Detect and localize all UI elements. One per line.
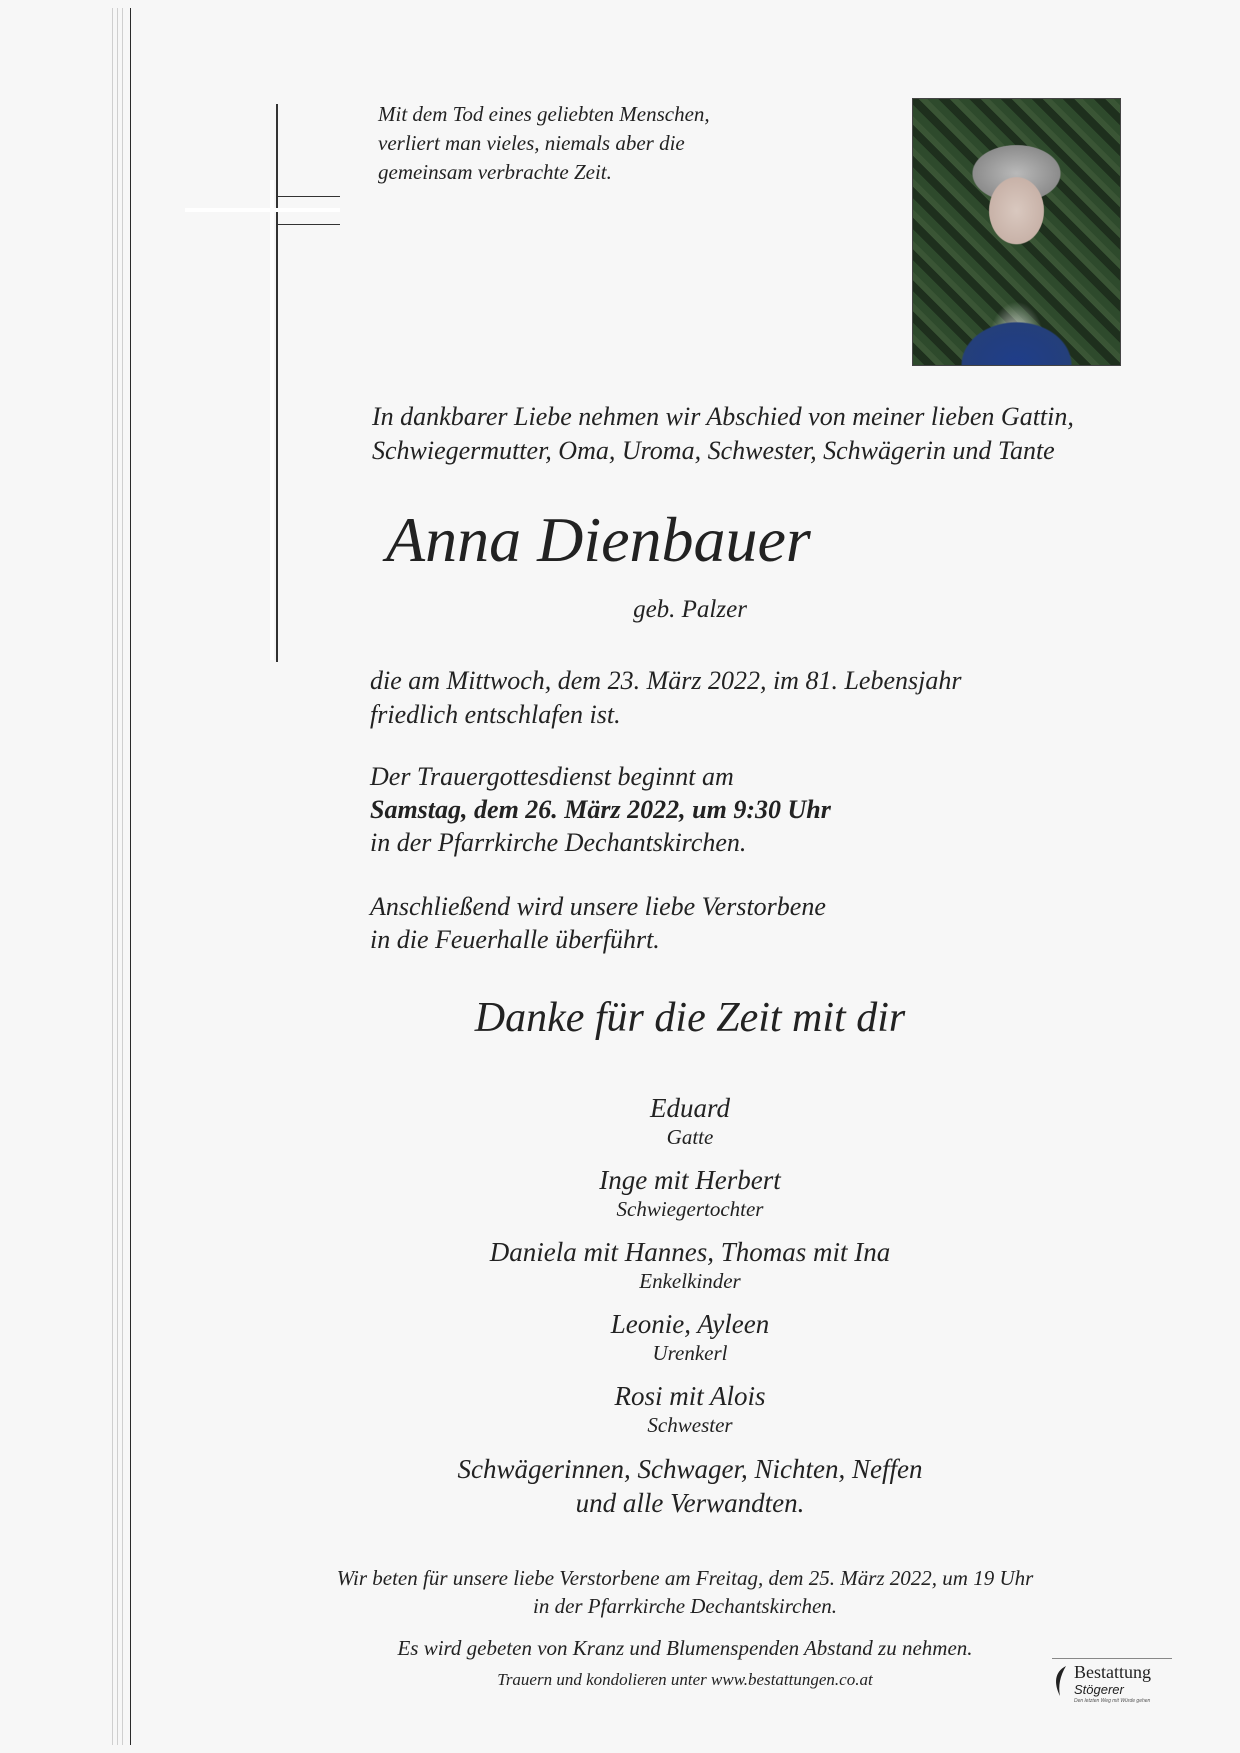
prayer-line: in der Pfarrkirche Dechantskirchen.	[532, 1594, 838, 1618]
family-role: Urenkerl	[652, 1341, 728, 1365]
family-entry	[140, 1308, 1240, 1366]
thanks-heading: Danke für die Zeit mit dir	[474, 995, 906, 1041]
logo-line-1: Bestattung	[1074, 1662, 1151, 1682]
family-role: Enkelkinder	[639, 1269, 741, 1293]
feather-icon	[1052, 1664, 1070, 1698]
family-name: Inge mit Herbert	[599, 1165, 781, 1195]
family-name: Eduard	[650, 1093, 730, 1123]
transfer-line: in die Feuerhalle überführt.	[370, 925, 660, 954]
condolence-link[interactable]: Trauern und kondolieren unter www.bestattungen.co.at	[497, 1670, 873, 1689]
family-list	[0, 1092, 1240, 1520]
quote-line: gemeinsam verbrachte Zeit.	[378, 160, 612, 184]
deceased-name: Anna Dienbauer	[386, 504, 811, 575]
death-line: friedlich entschlafen ist.	[370, 700, 621, 729]
family-entry	[140, 1092, 1240, 1150]
funeral-service	[370, 760, 1130, 859]
portrait-photo	[912, 98, 1121, 366]
maiden-name: geb. Palzer	[633, 596, 747, 623]
relatives-line: und alle Verwandten.	[575, 1488, 805, 1518]
family-name: Rosi mit Alois	[614, 1381, 766, 1411]
family-name: Leonie, Ayleen	[610, 1309, 770, 1339]
funeral-home-logo	[1052, 1658, 1182, 1710]
memorial-quote	[378, 100, 798, 187]
service-line: Der Trauergottesdienst beginnt am	[370, 762, 734, 791]
death-line: die am Mittwoch, dem 23. März 2022, im 81. Lebensjahr	[370, 666, 962, 695]
service-location: in der Pfarrkirche Dechantskirchen.	[370, 828, 747, 857]
intro-line: Schwiegermutter, Oma, Uroma, Schwester, Schwägerin und Tante	[372, 436, 1055, 465]
wreath-notice: Es wird gebeten von Kranz und Blumenspenden Abstand zu nehmen.	[397, 1636, 973, 1660]
family-entry	[140, 1380, 1240, 1438]
service-date: Samstag, dem 26. März 2022, um 9:30 Uhr	[370, 795, 831, 824]
logo-tagline: Den letzten Weg mit Würde gehen	[1074, 1698, 1151, 1704]
prayer-line: Wir beten für unsere liebe Verstorbene am Freitag, dem 25. März 2022, um 19 Uhr	[336, 1566, 1034, 1590]
family-role: Schwester	[647, 1413, 733, 1437]
intro-text	[372, 400, 1192, 468]
relatives-line: Schwägerinnen, Schwager, Nichten, Neffen	[457, 1454, 923, 1484]
family-name: Daniela mit Hannes, Thomas mit Ina	[489, 1237, 891, 1267]
family-role: Schwiegertochter	[616, 1197, 764, 1221]
quote-line: verliert man vieles, niemals aber die	[378, 131, 685, 155]
family-entry	[140, 1164, 1240, 1222]
transfer-line: Anschließend wird unsere liebe Verstorbene	[370, 892, 826, 921]
death-notice	[370, 664, 1130, 732]
family-entry	[140, 1236, 1240, 1294]
family-role: Gatte	[666, 1125, 714, 1149]
prayer-notice	[0, 1564, 1240, 1620]
intro-line: In dankbarer Liebe nehmen wir Abschied von meiner lieben Gattin,	[372, 402, 1074, 431]
transfer-notice	[370, 890, 1130, 956]
quote-line: Mit dem Tod eines geliebten Menschen,	[378, 102, 710, 126]
logo-line-2: Stögerer	[1074, 1682, 1124, 1697]
